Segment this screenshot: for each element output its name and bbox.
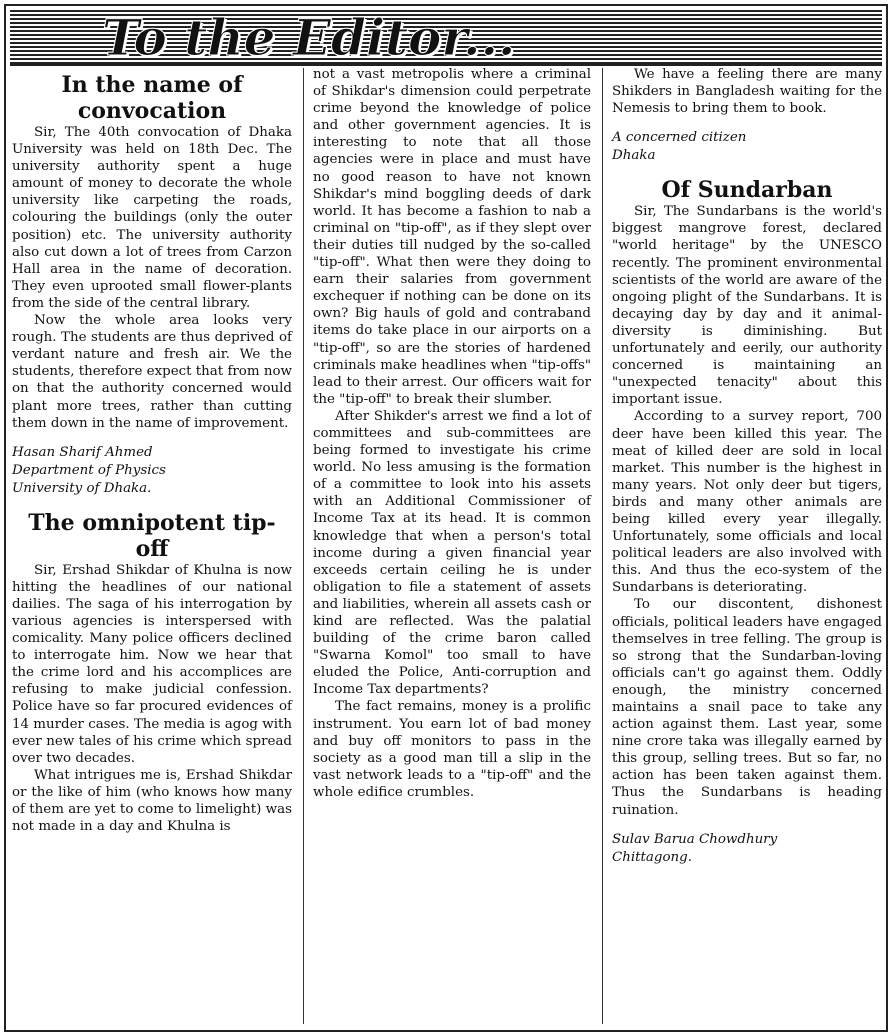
signature-line: Chittagong. — [612, 849, 692, 865]
column-2 — [313, 66, 591, 1026]
column-1 — [12, 72, 292, 1026]
signature-line: Dhaka — [612, 148, 656, 164]
letter-paragraph: Now the whole area looks very rough. The students are thus deprived of verdant nature and fresh air. We the students, therefore expect that from now on that the authority concerned would plant more trees, rather than cutting them down in the name of improvement. — [12, 313, 292, 431]
signature-name: Hasan Sharif Ahmed — [12, 444, 153, 460]
letter-paragraph: Sir, The Sundarbans is the world's biggest mangrove forest, declared "world heritage" by the UNESCO recently. The prominent environmental scientists of the world are aware of the ongoing plight of the Sundarbans. It is decaying day by day and it animal-diversity is diminishing. But unfortunately and eerily, our authority concerned is maintaining an "unexpected tenacity" about this important issue. — [612, 204, 882, 408]
letter-paragraph: Sir, Ershad Shikdar of Khulna is now hitting the headlines of our national dailies. The saga of his interrogation by various agencies is interspersed with comicality. Many police officers declined to interrogate him. Now we hear that the crime lord and his accomplices are refusing to make judicial confession. Police have so far procured evidences of 14 murder cases. The media is agog with ever new tales of his crime which spread over two decades. — [12, 562, 292, 766]
column-3 — [612, 66, 882, 1026]
letter-paragraph: According to a survey report, 700 deer have been killed this year. The meat of killed deer are sold in local market. This number is the highest in many years. Not only deer but tigers, birds and many other animals are being killed every year illegally. Unfortunately, some officials and local political leaders are also involved with this. And thus the eco-system of the Sundarbans is deteriorating. — [612, 409, 882, 596]
signature-line: Department of Physics — [12, 462, 166, 478]
letter-paragraph: To our discontent, dishonest officials, political leaders have engaged themselves in tree felling. The group is so strong that the Sundarban-loving officials can't go against them. Oddly enough, the ministry concerned maintains a snail pace to take any action against them. Last year, some nine crore taka was illegally earned by this group, selling trees. But so far, no action has been taken against them. Thus the Sundarbans is heading ruination. — [612, 597, 882, 818]
signature-name: Sulav Barua Chowdhury — [612, 831, 778, 847]
letter-paragraph: Sir, The 40th convocation of Dhaka University was held on 18th Dec. The university authority spent a huge amount of money to decorate the whole university like carpeting the roads, colouring the buildings (only the outer position) etc. The university authority also cut down a lot of trees from Carzon Hall area in the name of decoration. They even uprooted small flower-plants from the side of the central library. — [12, 125, 292, 311]
signature-name: A concerned citizen — [612, 130, 747, 146]
letter-paragraph-continued: not a vast metropolis where a criminal of Shikdar's dimension could perpetrate crime beyond the knowledge of police and other government agencies. It is interesting to note that all those agencies were in place and must have no good reason to have not known Shikdar's mind boggling deeds of dark world. It has become a fashion to nab a criminal on "tip-off", as if they slept over their duties till nudged by the so-called "tip-off". What then were they doing to earn their salaries from government exchequer if nothing can be done on its own? Big hauls of gold and contraband items do take place in our airports on a "tip-off", so are the stories of hardened criminals make headlines when "tip-offs" lead to their arrest. Our officers wait for the "tip-off" to break their slumber. — [313, 67, 591, 407]
signature-line: University of Dhaka. — [12, 480, 152, 496]
letter-paragraph: After Shikder's arrest we find a lot of committees and sub-committees are being formed to investigate his crime world. No less amusing is the formation of a committee to look into his assets with an Additional Commissioner of Income Tax at its head. It is common knowledge that when a person's total income during a given financial year exceeds certain ceiling he is under obligation to file a statement of assets and liabilities, wherein all assets cash or kind are reflected. Was the palatial building of the crime baron called "Swarna Komol" too small to have eluded the Police, Anti-corruption and Income Tax departments? — [313, 408, 591, 698]
headline-convocation: In the name of convocation — [61, 72, 243, 124]
masthead-banner — [10, 10, 882, 66]
column-divider — [602, 68, 603, 1024]
letter-paragraph: What intrigues me is, Ershad Shikdar or the like of him (who knows how many of them are yet to come to limelight) was not made in a day and Khulna is — [12, 767, 292, 835]
newspaper-page — [4, 4, 888, 1032]
headline-tipoff: The omnipotent tip-off — [28, 509, 276, 562]
letter-paragraph: The fact remains, money is a prolific instrument. You earn lot of bad money and buy off monitors to pass in the society as a good man till a slip in the vast network leads to a "tip-off" and the whole edifice crumbles. — [313, 699, 591, 800]
letter-paragraph: We have a feeling there are many Shikders in Bangladesh waiting for the Nemesis to bring them to book. — [612, 67, 882, 117]
column-divider — [303, 68, 304, 1024]
headline-sundarban: Of Sundarban — [661, 177, 833, 204]
masthead-title: To the Editor... — [102, 8, 516, 67]
